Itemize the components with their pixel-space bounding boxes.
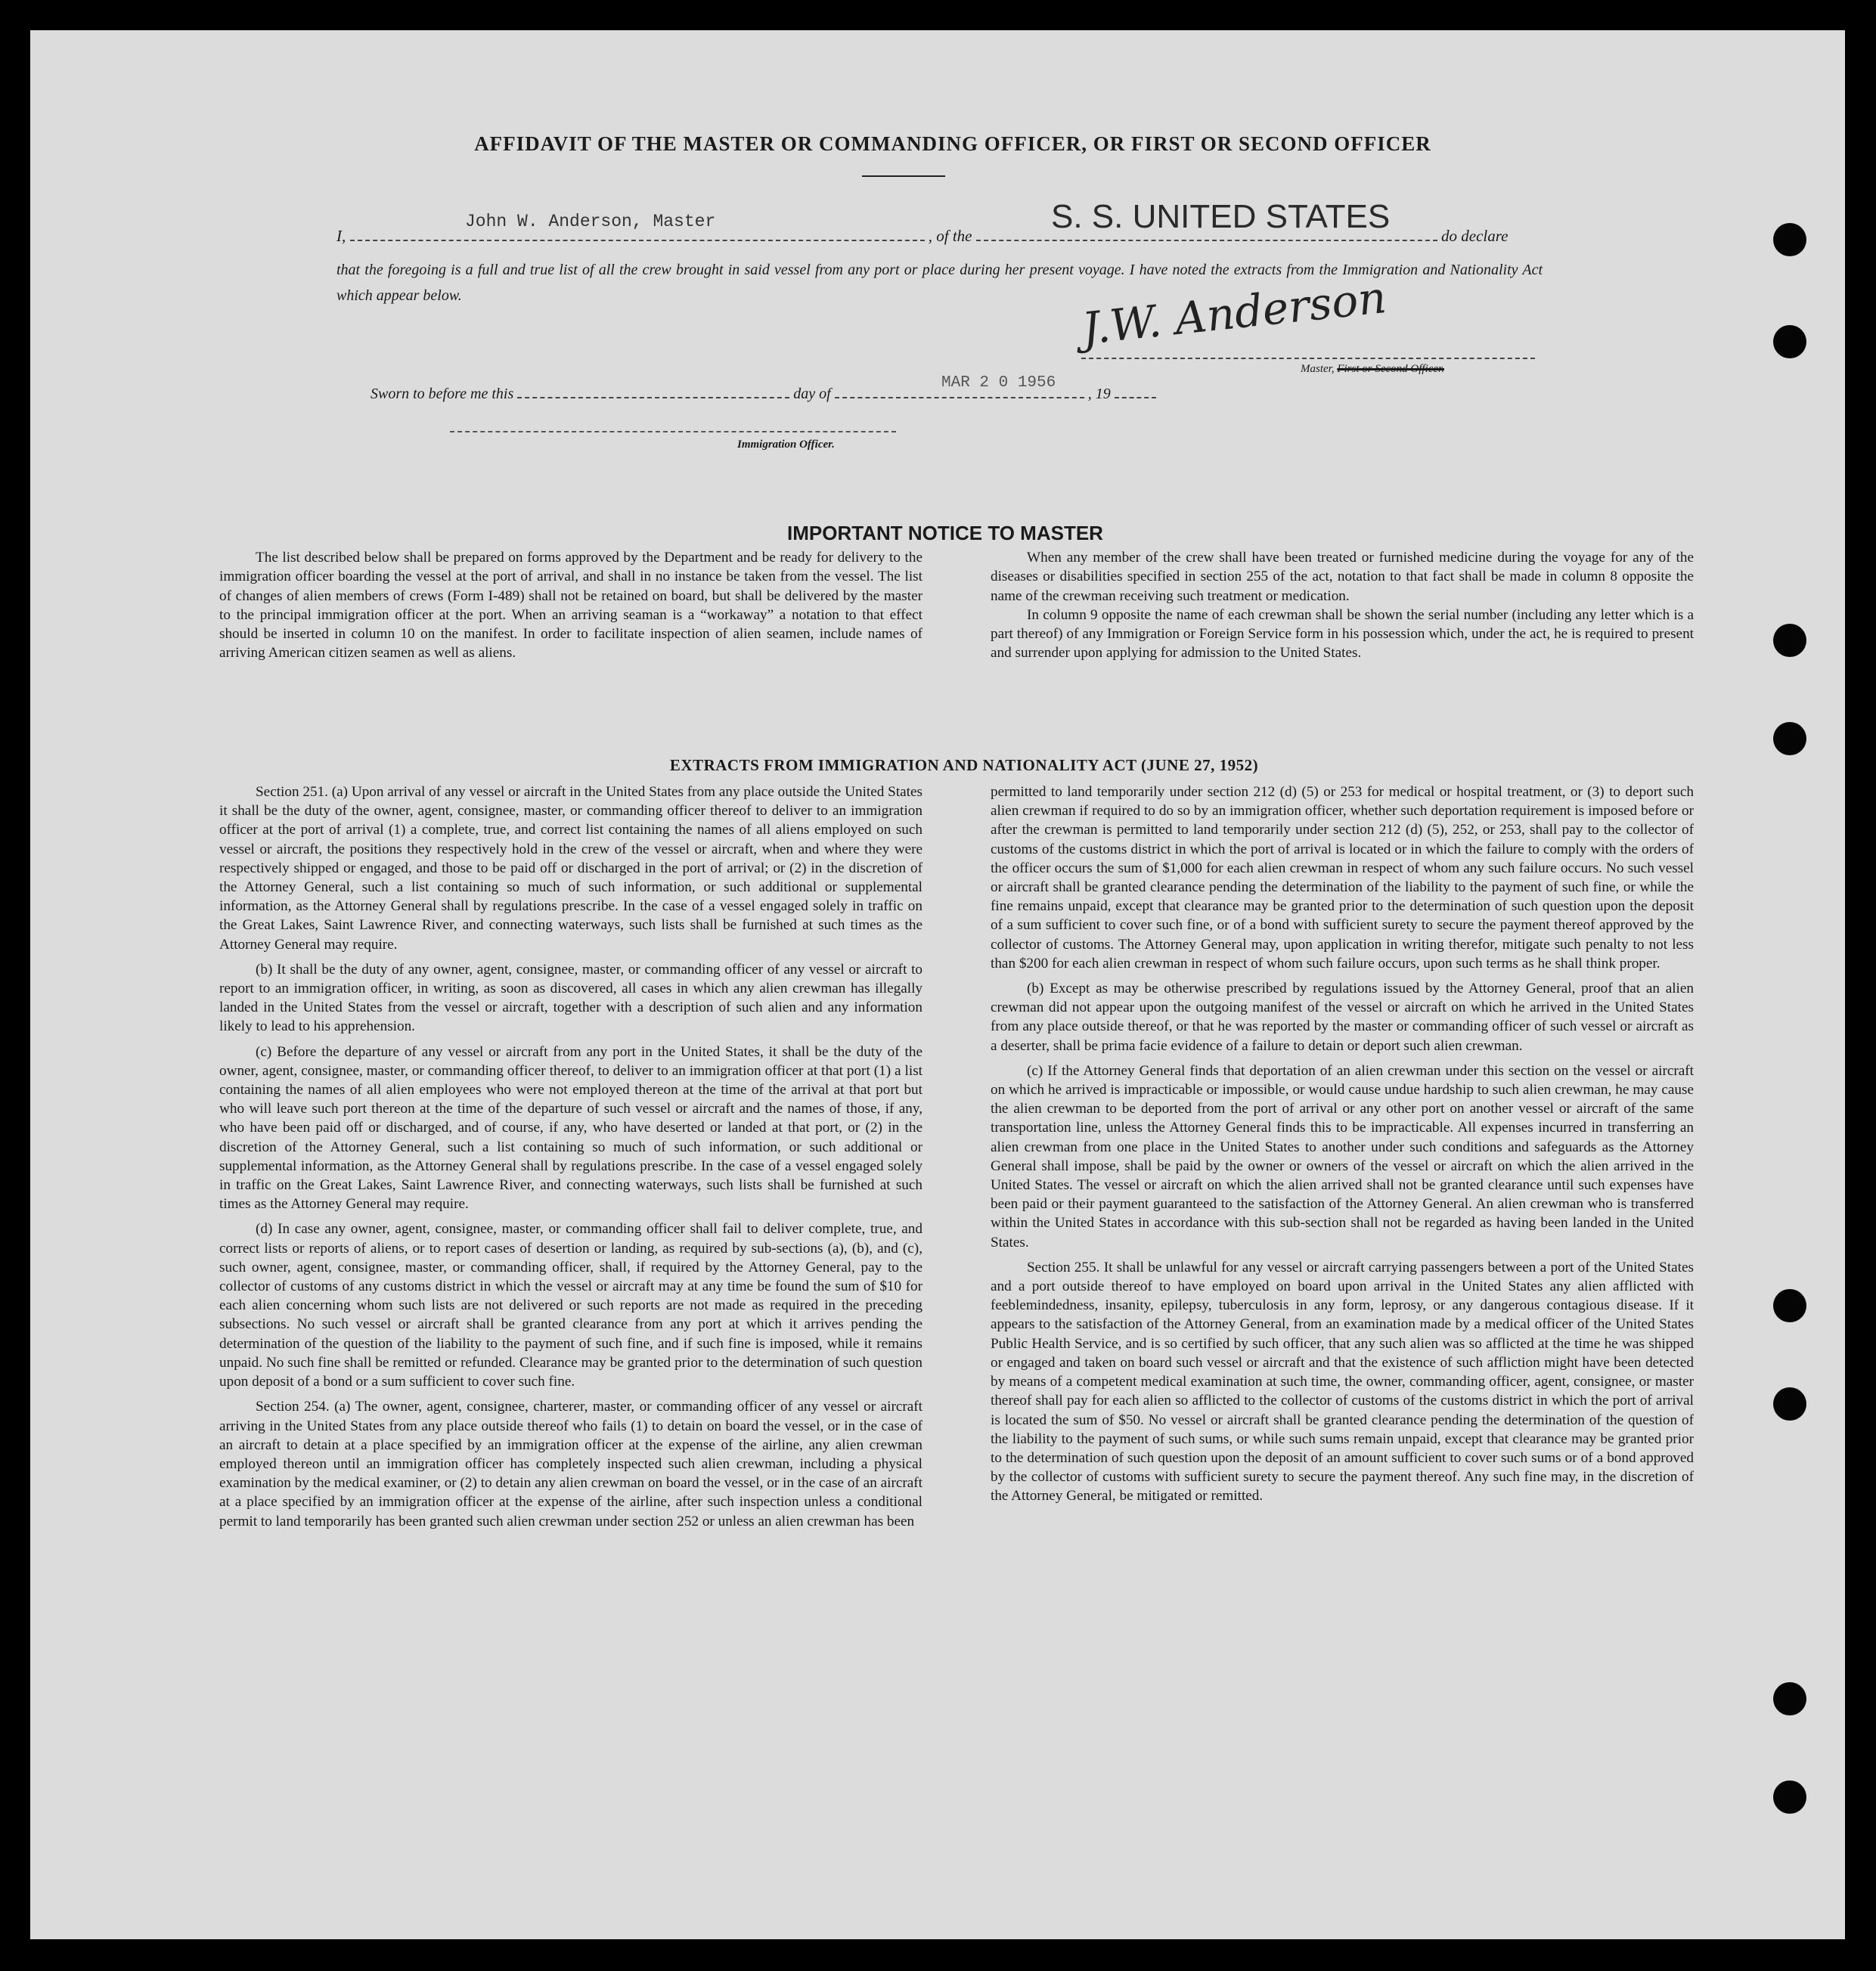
declaration-text: that the foregoing is a full and true list of all the crew brought in said vessel from any port or place during her present voyage. I have noted the extracts from the Immigration and Nationality Act which appear below. bbox=[336, 262, 1543, 304]
extract-paragraph: (c) If the Attorney General finds that deportation of an alien crewman under this section on the vessel or aircraft on which he arrived is impracticable or impossible, or would cause undue hardship to such alien crewman, he may cause the alien crewman to be deported from the port of arrival or any other port on another vessel or aircraft of the same transportation line, unless the Attorney General finds this to be impracticable. All expenses incurred in transferring an alien crewman from one place in the United States to another under such conditions and safeguards as the Attorney General shall impose, shall be paid by the owner or owners of the vessel or aircraft on which the alien arrived in the United States. The vessel or aircraft on which the alien arrived shall not be granted clearance until such expenses have been paid or their payment guaranteed to the satisfaction of the Attorney General. An alien crewman who is transferred within the United States in accordance with this sub-section shall not be regarded as having been landed in the United States. bbox=[991, 1062, 1694, 1250]
day-blank bbox=[517, 397, 789, 398]
extract-paragraph: (b) It shall be the duty of any owner, agent, consignee, master, or commanding officer of any vessel or aircraft to report to an immigration officer, in writing, as soon as discovered, all cases in which any alien crewman has illegally landed in the United States from the vessel or aircraft, together with a description of such alien and any information likely to lead to his apprehension. bbox=[219, 961, 922, 1035]
binder-hole bbox=[1773, 1780, 1806, 1814]
extract-paragraph: (c) Before the departure of any vessel or aircraft from any port in the United States, it shall be the duty of the owner, agent, consignee, master, or commanding officer thereof, to deliver to an immigration officer at that port (1) a list containing the names of all alien employees who were not employed thereon at the time of the arrival at that port but who will leave such port thereon at the time of the departure of such vessel or aircraft and the names of those, if any, who have been paid off or discharged, and of course, if any, who have deserted or landed at that port, or (2) in the discretion of the Attorney General, such a list containing so much of such information, or such additional or supplemental information, as the Attorney General shall by regulations prescribe. In the case of a vessel engaged solely in traffic on the Great Lakes, Saint Lawrence River, and connecting waterways, such lists shall be furnished at such times as the Attorney General may require. bbox=[219, 1043, 922, 1213]
do-declare-label: do declare bbox=[1441, 227, 1509, 245]
title-rule bbox=[862, 175, 945, 177]
binder-hole bbox=[1773, 1682, 1806, 1715]
notice-heading: IMPORTANT NOTICE TO MASTER bbox=[787, 522, 1103, 544]
binder-hole bbox=[1773, 1289, 1806, 1322]
notice-right-column bbox=[991, 548, 1694, 663]
declarant-name: John W. Anderson, Master bbox=[465, 212, 716, 231]
vessel-blank bbox=[976, 240, 1437, 241]
extracts-right-column bbox=[991, 783, 1694, 1506]
extracts-heading: EXTRACTS FROM IMMIGRATION AND NATIONALITY ACT (JUNE 27, 1952) bbox=[669, 756, 1259, 774]
declaration-line bbox=[336, 227, 1539, 246]
vessel-name: S. S. UNITED STATES bbox=[1051, 198, 1391, 235]
master-signature: J.W. Anderson bbox=[1079, 271, 1389, 355]
extracts-left-column bbox=[219, 783, 922, 1531]
immigration-officer-line bbox=[450, 431, 896, 432]
signature-line bbox=[1081, 358, 1535, 359]
extract-paragraph: Section 255. It shall be unlawful for any vessel or aircraft carrying passengers between a port of the United States and a port outside thereof to have employed on board upon arrival in the United States any alien afflicted with feeblemindedness, insanity, epilepsy, tuberculosis in any form, leprosy, or any dangerous contagious disease. If it appears to the satisfaction of the Attorney General, from an examination made by a medical officer of the United States Public Health Service, and is so certified by such officer, that any such alien was so afflicted at the time he was shipped or engaged and taken on board such vessel or aircraft and that the existence of such affliction might have been detected by means of a competent medical examination at such time, the owner, commanding officer, agent, consignee, or master thereof shall pay for each alien so afflicted to the collector of customs of the customs district in which the port of arrival is located the sum of $50. No vessel or aircraft shall be granted clearance pending the determination of the question of the liability to the payment of such sums, or while such sums remain unpaid, except that clearance may be granted prior to the determination of such question upon the deposit of an amount sufficient to cover such sums or of a bond approved by the collector of customs with sufficient surety to secure the payment thereof. Any such fine may, in the discretion of the Attorney General, be mitigated or remitted. bbox=[991, 1259, 1694, 1505]
extract-paragraph: Section 251. (a) Upon arrival of any vessel or aircraft in the United States from any place outside the United States it shall be the duty of the owner, agent, consignee, master, or commanding officer thereof to deliver to an immigration officer at the port of arrival (1) a complete, true, and correct list containing the names of all aliens employed on such vessel or aircraft, the positions they respectively hold in the crew of the vessel or aircraft, when and where they were respectively shipped or engaged, and those to be paid off or discharged in the port of arrival; or (2) in the discretion of the Attorney General, such a list containing so much of such information, or such additional or supplemental information, as the Attorney General shall by regulations prescribe. In the case of a vessel engaged solely in traffic on the Great Lakes, Saint Lawrence River, and connecting waterways, such lists shall be furnished at such times as the Attorney General may require. bbox=[219, 784, 922, 953]
notice-paragraph: The list described below shall be prepared on forms approved by the Department and be ready for delivery to the immigration officer boarding the vessel at the port of arrival, and shall in no instance be taken from the vessel. The list of changes of alien members of crews (Form I-489) shall not be retained on board, but shall be delivered by the master to the principal immigration officer at the port. When an arriving seaman is a “workaway” a notation to that effect should be inserted in column 10 on the manifest. In order to facilitate inspection of alien seamen, include names of arriving American citizen seamen as well as aliens. bbox=[219, 550, 922, 662]
year-blank bbox=[1115, 397, 1156, 398]
binder-hole bbox=[1773, 722, 1806, 755]
sworn-line: Sworn to before me this day of , 19 bbox=[371, 386, 1156, 403]
month-blank bbox=[835, 397, 1084, 398]
extract-paragraph: (b) Except as may be otherwise prescribed by regulations issued by the Attorney General, proof that an alien crewman did not appear upon the outgoing manifest of the vessel or aircraft on which he arrived in the United States from any place outside thereof, or that he was reported by the master or commanding officer of such vessel or aircraft as a deserter, shall be prima facie evidence of a failure to detain or deport such alien crewman. bbox=[991, 981, 1694, 1054]
line-i-label: I, bbox=[336, 227, 346, 245]
immigration-officer-label: Immigration Officer. bbox=[737, 439, 835, 451]
binder-hole bbox=[1773, 1387, 1806, 1421]
extract-paragraph: (d) In case any owner, agent, consignee, master, or commanding officer shall fail to deliver complete, true, and correct lists or reports of aliens, or to report cases of desertion or landing, as required by sub-sections (a), (b), and (c), such owner, agent, consignee, master, or commanding officer, shall, if required by the Attorney General, pay to the collector of customs of any customs district in which the vessel or aircraft may at any time be found the sum of $10 for each alien concerning whom such lists are not delivered or such reports are not made as required in the preceding subsections. No such vessel or aircraft shall be granted clearance from any port at which it arrives pending the determination of the question of the liability to the payment of such fine, and if such fine is imposed, while it remains unpaid. No such fine shall be remitted or refunded. Clearance may be granted prior to the determination of such question upon deposit of a bond or a sum sufficient to cover such fine. bbox=[219, 1221, 922, 1390]
notice-paragraph: When any member of the crew shall have been treated or furnished medicine during the voyage for any of the diseases or disabilities specified in section 255 of the act, notation to that fact shall be made in column 8 opposite the name of the crewman receiving such treatment or medication. bbox=[991, 550, 1694, 604]
affidavit-title: AFFIDAVIT OF THE MASTER OR COMMANDING OFFICER, OR FIRST OR SECOND OFFICER bbox=[474, 132, 1431, 155]
extract-paragraph: permitted to land temporarily under section 212 (d) (5) or 253 for medical or hospital treatment, or (3) to deport such alien crewman if required to do so by an immigration officer, whether such deportation requirement is imposed before or after the crewman is permitted to land temporarily under section 212 (d) (5), 252, or 253, shall pay to the collector of customs of the customs district in which the port of arrival is located or in which the failure to comply with the orders of the officer occurs the sum of $1,000 for each alien crewman in respect of whom any such failure occurs. No such vessel or aircraft shall be granted clearance pending the determination of the liability to the payment of such fine, or while the fine remains unpaid, except that clearance may be granted prior to the determination of such question upon the deposit of a sum sufficient to cover such fine, or of a bond with sufficient surety to secure the payment thereof approved by the collector of customs. The Attorney General may, upon application in writing therefor, mitigate such penalty to not less than $200 for each alien crewman in respect of whom such failure occurs, upon such terms as he shall think proper. bbox=[991, 784, 1694, 972]
binder-hole bbox=[1773, 325, 1806, 358]
binder-hole bbox=[1773, 223, 1806, 256]
notice-left-column bbox=[219, 548, 922, 663]
struck-officer-label: First or Second Officer. bbox=[1337, 363, 1444, 375]
master-label: Master, First or Second Officer. bbox=[1301, 363, 1444, 375]
name-blank bbox=[350, 240, 925, 241]
binder-hole bbox=[1773, 624, 1806, 657]
of-the-label: , of the bbox=[928, 227, 972, 245]
notice-paragraph: In column 9 opposite the name of each crewman shall be shown the serial number (including any letter which is a part thereof) of any Immigration or Foreign Service form in his possession which, under the act, he is required to present and surrender upon applying for admission to the United States. bbox=[991, 606, 1694, 662]
document-page bbox=[30, 30, 1845, 1939]
extract-paragraph: Section 254. (a) The owner, agent, consignee, charterer, master, or commanding officer of any vessel or aircraft arriving in the United States from any place outside thereof who fails (1) to detain on board the vessel, or in the case of an aircraft to detain at a place specified by an immigration officer at the expense of the airline, any alien crewman employed thereon until an immigration officer has completely inspected such alien crewman, including a physical examination by the medical examiner, or (2) to detain any alien crewman on board the vessel, or in the case of an aircraft at a place specified by an immigration officer at the expense of the airline, after such inspection unless a conditional permit to land temporarily has been granted such alien crewman under section 252 or unless an alien crewman has been bbox=[219, 1399, 922, 1529]
date-stamp: MAR 2 0 1956 bbox=[941, 374, 1056, 392]
